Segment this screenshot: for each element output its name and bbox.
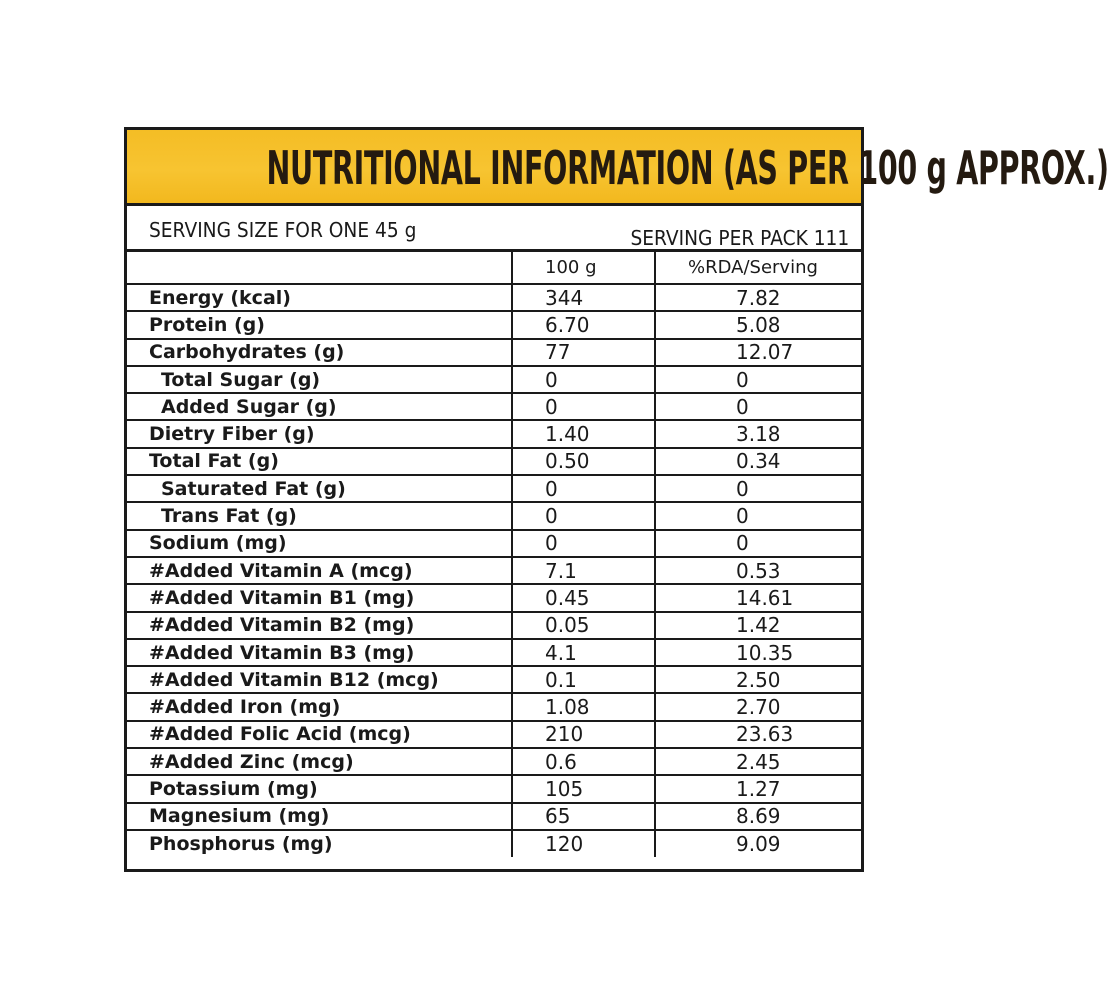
value-per-100g: 6.70 — [512, 311, 655, 338]
value-rda-per-serving: 0 — [655, 366, 861, 393]
value-rda-per-serving: 0.34 — [655, 448, 861, 475]
value-rda-per-serving: 10.35 — [655, 639, 861, 666]
value-per-100g: 0 — [512, 502, 655, 529]
nutrient-name: #Added Vitamin A (mcg) — [127, 557, 512, 584]
nutrient-name: Sodium (mg) — [127, 530, 512, 557]
value-per-100g: 0 — [512, 393, 655, 420]
header-rda: %RDA/Serving — [655, 252, 861, 284]
nutrient-name: Energy (kcal) — [127, 284, 512, 311]
value-per-100g: 120 — [512, 830, 655, 857]
title-bar — [127, 130, 1109, 206]
nutrient-name: Magnesium (mg) — [127, 803, 512, 830]
value-rda-per-serving: 0 — [655, 530, 861, 557]
nutrient-name: Dietry Fiber (g) — [127, 420, 512, 447]
value-rda-per-serving: 0 — [655, 502, 861, 529]
table-row — [127, 721, 861, 748]
value-rda-per-serving: 0.53 — [655, 557, 861, 584]
serving-size: SERVING SIZE FOR ONE 45 g — [149, 218, 417, 242]
nutrition-panel — [124, 127, 1109, 872]
table-row — [127, 584, 861, 611]
value-rda-per-serving: 3.18 — [655, 420, 861, 447]
table-row — [127, 366, 861, 393]
value-rda-per-serving: 0 — [655, 393, 861, 420]
nutrient-name: #Added Vitamin B12 (mcg) — [127, 666, 512, 693]
nutrient-name: Phosphorus (mg) — [149, 833, 333, 856]
value-rda-per-serving: 0 — [655, 475, 861, 502]
value-per-100g: 7.1 — [512, 557, 655, 584]
serving-info-row — [127, 206, 861, 252]
table-body — [127, 284, 861, 857]
value-per-100g: 0 — [512, 366, 655, 393]
value-rda-per-serving: 7.82 — [655, 284, 861, 311]
value-rda-per-serving: 14.61 — [655, 584, 861, 611]
table-row — [127, 530, 861, 557]
value-per-100g: 1.40 — [512, 420, 655, 447]
table-row — [127, 420, 861, 447]
table-row — [127, 775, 861, 802]
value-rda-per-serving: 5.08 — [655, 311, 861, 338]
value-per-100g: 0.1 — [512, 666, 655, 693]
value-per-100g: 1.08 — [512, 693, 655, 720]
table-row — [127, 502, 861, 529]
value-per-100g: 0.50 — [512, 448, 655, 475]
table-row — [127, 284, 861, 311]
nutrient-name: Added Sugar (g) — [127, 393, 512, 420]
nutrient-name: Total Fat (g) — [127, 448, 512, 475]
value-rda-per-serving: 12.07 — [655, 339, 861, 366]
table-row — [127, 311, 861, 338]
nutrient-name: Trans Fat (g) — [127, 502, 512, 529]
table-row — [127, 639, 861, 666]
value-rda-per-serving: 2.45 — [655, 748, 861, 775]
nutrient-name: Potassium (mg) — [127, 775, 512, 802]
nutrient-name: Carbohydrates (g) — [127, 339, 512, 366]
nutrient-name: #Added Iron (mg) — [127, 693, 512, 720]
table-row — [127, 666, 861, 693]
value-per-100g: 0.6 — [512, 748, 655, 775]
value-rda-per-serving: 2.50 — [655, 666, 861, 693]
value-per-100g: 0.05 — [512, 612, 655, 639]
value-rda-per-serving: 9.09 — [655, 830, 861, 857]
table-row — [127, 448, 861, 475]
nutrient-name: Saturated Fat (g) — [127, 475, 512, 502]
header-per-100g: 100 g — [512, 252, 655, 284]
value-rda-per-serving: 1.27 — [655, 775, 861, 802]
table-row — [127, 748, 861, 775]
table-row — [127, 339, 861, 366]
nutrient-name: Protein (g) — [127, 311, 512, 338]
nutrient-name: Total Sugar (g) — [127, 366, 512, 393]
nutrient-name: #Added Vitamin B3 (mg) — [127, 639, 512, 666]
value-per-100g: 77 — [512, 339, 655, 366]
value-per-100g: 0 — [512, 530, 655, 557]
table-row — [127, 612, 861, 639]
value-rda-per-serving: 2.70 — [655, 693, 861, 720]
value-per-100g: 0.45 — [512, 584, 655, 611]
nutrient-name: #Added Vitamin B1 (mg) — [127, 584, 512, 611]
value-per-100g: 4.1 — [512, 639, 655, 666]
nutrient-name: #Added Zinc (mcg) — [127, 748, 512, 775]
table-row — [127, 475, 861, 502]
table-row — [127, 557, 861, 584]
nutrition-title: NUTRITIONAL INFORMATION (AS PER 100 g APPROX.) — [266, 141, 1109, 195]
nutrient-name: #Added Vitamin B2 (mg) — [127, 612, 512, 639]
value-rda-per-serving: 8.69 — [655, 803, 861, 830]
table-row — [127, 393, 861, 420]
value-per-100g: 344 — [512, 284, 655, 311]
table-row — [127, 693, 861, 720]
value-rda-per-serving: 1.42 — [655, 612, 861, 639]
table-header-row — [127, 252, 861, 284]
value-per-100g: 65 — [512, 803, 655, 830]
value-per-100g: 210 — [512, 721, 655, 748]
table-row — [127, 830, 861, 857]
table-row — [127, 803, 861, 830]
value-rda-per-serving: 23.63 — [655, 721, 861, 748]
value-per-100g: 105 — [512, 775, 655, 802]
nutrition-table — [127, 252, 861, 857]
value-per-100g: 0 — [512, 475, 655, 502]
nutrient-name: #Added Folic Acid (mcg) — [127, 721, 512, 748]
serving-per-pack: SERVING PER PACK 111 — [630, 226, 849, 250]
header-nutrient — [127, 252, 512, 284]
